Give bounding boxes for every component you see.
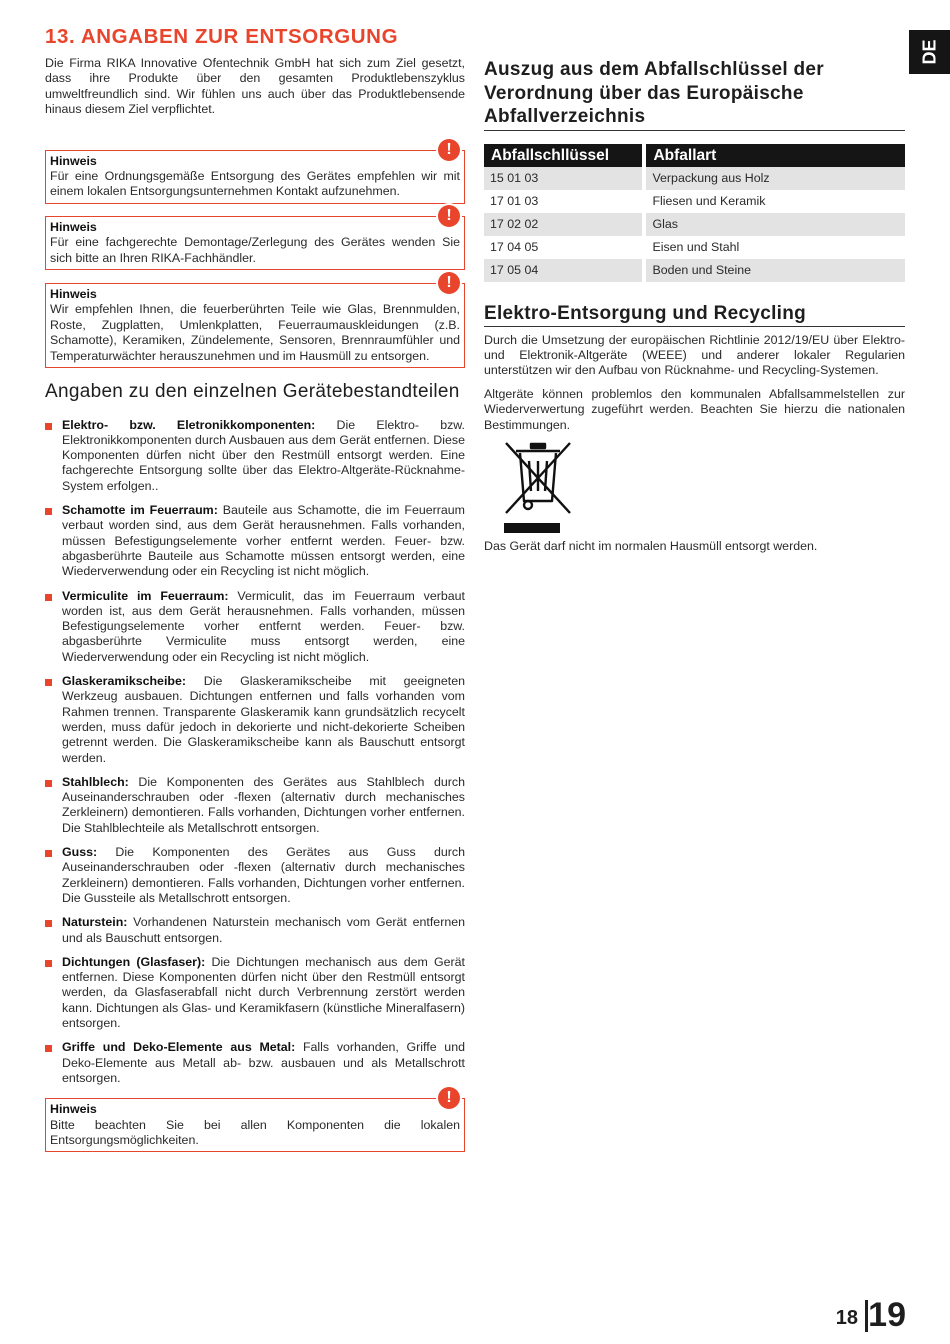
intro-paragraph: Die Firma RIKA Innovative Ofentechnik GmbH hat sich zum Ziel gesetzt, dass ihre Produkte über den gesamten Produktlebenszyklus umweltfreundlich sind. Wir fühlen uns auch über das Produktlebensende hinaus diesem Ziel verpflichtet. <box>45 56 465 117</box>
cell-code: 17 05 04 <box>484 259 642 282</box>
note-title: Hinweis <box>50 153 97 168</box>
list-item <box>45 775 465 836</box>
page-numbers <box>826 1296 906 1336</box>
item-term: Elektro- bzw. Eletronikkomponenten: <box>62 417 316 432</box>
table-header-row <box>484 144 905 167</box>
table-row <box>484 236 905 259</box>
language-tab <box>909 30 950 74</box>
table-row <box>484 190 905 213</box>
cell-code: 15 01 03 <box>484 167 642 190</box>
table-row <box>484 167 905 190</box>
cell-type: Glas <box>646 213 905 236</box>
note-text: Für eine fachgerechte Demontage/Zerlegung des Gerätes wenden Sie sich bitte an Ihren RIKA-Fachhändler. <box>50 235 460 265</box>
item-text: Vermiculit, das im Feuerraum verbaut worden ist, aus dem Gerät herausnehmen. Falls vorhanden, müssen Befestigungselemente vorher entfernt werden. Feuer- bzw. abgasberührte Vermiculite muss entsorgt werden, eine Wiederverwendung oder ein Recycling ist nicht möglich. <box>62 588 465 664</box>
item-text: Die Komponenten des Gerätes aus Guss durch Auseinanderschrauben oder -flexen (alternativ durch mechanisches Zerkleinern) demontieren. Falls vorhanden, Dichtungen vorher entfernen. Die Gussteile als Metallschrott entsorgen. <box>62 845 465 905</box>
column-header-code: Abfallschllüssel <box>484 144 642 167</box>
bullet-square-icon <box>45 780 52 787</box>
list-item <box>45 674 465 766</box>
list-item <box>45 418 465 494</box>
cell-code: 17 02 02 <box>484 213 642 236</box>
cell-type: Fliesen und Keramik <box>652 193 766 208</box>
item-text: Bauteile aus Schamotte, die im Feuerraum verbaut worden sind, aus dem Gerät herausnehmen. Falls vorhanden, müssen Befestigungselemente vorher entfernt werden. Feuer- bzw. abgasberührte Bauteile aus Schamotte müssen entsorgt werden, eine Wiederverwendung oder ein Recycling ist nicht möglich. <box>62 503 466 579</box>
cell-type: Eisen und Stahl <box>652 239 740 254</box>
bullet-square-icon <box>45 920 52 927</box>
list-item <box>45 503 465 579</box>
page-number-right: 19 <box>868 1296 906 1334</box>
table-row <box>484 213 905 236</box>
section-title: 13. ANGABEN ZUR ENTSORGUNG <box>45 25 399 48</box>
bullet-square-icon <box>45 508 52 515</box>
note-box <box>45 274 465 368</box>
exclamation-icon: ! <box>438 272 460 294</box>
note-title: Hinweis <box>50 1102 97 1117</box>
note-title: Hinweis <box>50 287 97 302</box>
recycling-title: Elektro-Entsorgung und Recycling <box>484 302 905 327</box>
weee-caption: Das Gerät darf nicht im normalen Hausmüll entsorgt werden. <box>484 538 818 553</box>
item-term: Stahlblech: <box>62 774 129 789</box>
note-box <box>45 140 465 204</box>
language-label: DE <box>919 39 939 65</box>
item-text: Falls vorhanden, Griffe und Deko-Elemente aus Metall ab- bzw. ausbauen und als Metallschrott entsorgen. <box>62 1040 465 1085</box>
collection-paragraph: Altgeräte können problemlos den kommunalen Abfallsammelstellen zur Wiederverwertung zugeführt werden. Beachten Sie hierzu die nationalen Bestimmungen. <box>484 386 905 432</box>
cell-type: Boden und Steine <box>646 259 905 282</box>
exclamation-icon: ! <box>438 205 460 227</box>
cell-type: Verpackung aus Holz <box>646 167 905 190</box>
item-term: Guss: <box>62 845 98 860</box>
item-text: Die Elektro- bzw. Elektronikkomponenten durch Ausbauen aus dem Gerät entfernen. Diese Komponenten dürfen nicht über den Restmüll entsorgt werden. Eine fachgerechte Entsorgung sollte über das Elektro-Altgeräte-Rücknahme-System erfolgen.. <box>62 417 466 493</box>
exclamation-icon: ! <box>438 1087 460 1109</box>
components-subtitle: Angaben zu den einzelnen Gerätebestandteilen <box>45 381 460 403</box>
item-term: Schamotte im Feuerraum: <box>62 503 218 518</box>
note-box <box>45 1089 465 1152</box>
item-term: Griffe und Deko-Elemente aus Metal: <box>62 1040 296 1055</box>
item-term: Glaskeramikscheibe: <box>62 674 186 689</box>
exclamation-icon: ! <box>438 139 460 161</box>
item-text: Die Dichtungen mechanisch aus dem Gerät entfernen. Diese Komponenten dürfen nicht über den Restmüll entsorgt werden, da Glasfaserabfall nicht durch Verbrennung zerstört werden kann. Dichtungen als Glas- und Keramikfasern (künstliche Mineralfasern) entsorgen. <box>62 954 465 1030</box>
note-box <box>45 206 465 270</box>
bullet-square-icon <box>45 423 52 430</box>
item-text: Vorhandenen Naturstein mechanisch vom Gerät entfernen und als Bauschutt entsorgen. <box>62 915 465 945</box>
list-item <box>45 955 465 1031</box>
table-row <box>484 259 905 282</box>
list-item <box>45 1040 465 1086</box>
note-text: Wir empfehlen Ihnen, die feuerberührten Teile wie Glas, Brennmulden, Roste, Zugplatten, Umlenkplatten, Feuerraumauskleidungen (z.B. Schamotte), Keramiken, Zündelemente, Sensoren, Brennraumfühler und Temperaturwächter herauszunehmen und im Hausmüll zu entsorgen. <box>50 302 460 363</box>
left-column <box>45 26 465 1152</box>
list-item <box>45 845 465 906</box>
bullet-square-icon <box>45 1045 52 1052</box>
note-text: Bitte beachten Sie bei allen Komponenten die lokalen Entsorgungsmöglichkeiten. <box>50 1117 460 1147</box>
bullet-square-icon <box>45 850 52 857</box>
page-number-left: 18 <box>835 1307 858 1329</box>
waste-code-table <box>480 144 909 282</box>
item-text: Die Glaskeramikscheibe mit geeigneten Werkzeug ausbauen. Dichtungen entfernen und falls vorhanden vom Rahmen trennen. Transparente Glaskeramik kann grundsätzlich recycelt werden, muss dafür jedoch in dekorierte und nicht-dekorierte Scheiben getrennt werden. Die Glaskeramikscheibe kann als Bauschutt entsorgt werden. <box>62 674 465 765</box>
recycling-paragraph: Durch die Umsetzung der europäischen Richtlinie 2012/19/EU über Elektro- und Elektronik-Altgeräte (WEEE) und anderer lokaler Regularien unterstützen wir den Aufbau von Rücknahme- und Recycling-Systemen. <box>484 332 905 378</box>
waste-code-title: Auszug aus dem Abfallschlüssel der Verordnung über das Europäische Abfallverzeichnis <box>484 58 905 131</box>
bullet-square-icon <box>45 679 52 686</box>
bullet-square-icon <box>45 594 52 601</box>
bullet-square-icon <box>45 960 52 967</box>
item-term: Naturstein: <box>62 915 128 930</box>
cell-code: 17 01 03 <box>490 193 539 208</box>
item-term: Vermiculite im Feuerraum: <box>62 588 229 603</box>
column-header-type: Abfallart <box>646 144 905 167</box>
cell-code: 17 04 05 <box>490 239 539 254</box>
crossed-out-wheelie-bin-icon <box>498 439 578 535</box>
item-text: Die Komponenten des Gerätes aus Stahlblech durch Auseinanderschrauben oder -flexen (alternativ durch mechanisches Zerkleinern) demontieren. Falls vorhanden, Dichtungen vorher entfernen. Die Stahlblechteile als Metallschrott entsorgen. <box>62 774 465 835</box>
list-item <box>45 915 465 946</box>
right-column <box>484 58 905 554</box>
note-text: Für eine Ordnungsgemäße Entsorgung des Gerätes empfehlen wir mit einem lokalen Entsorgungsunternehmen Kontakt aufzunehmen. <box>50 169 460 199</box>
item-term: Dichtungen (Glasfaser): <box>62 954 206 969</box>
list-item <box>45 589 465 665</box>
note-title: Hinweis <box>50 219 97 234</box>
components-list <box>45 418 465 1087</box>
